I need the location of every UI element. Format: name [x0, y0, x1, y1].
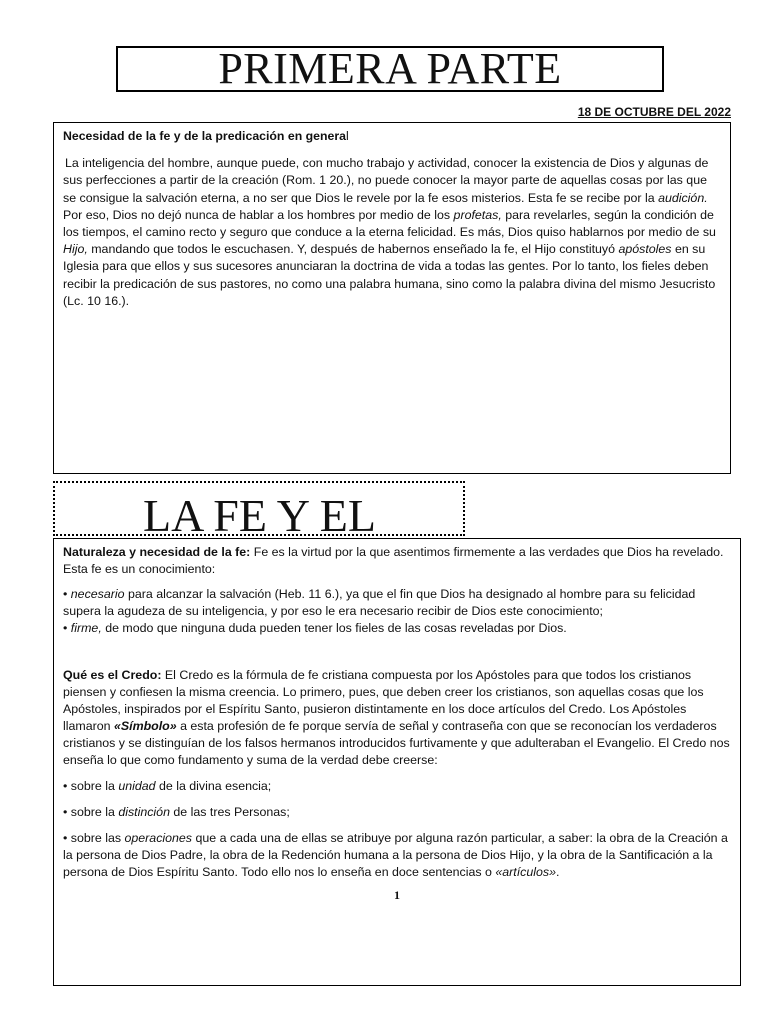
text-run: Fe es la virtud por la que asentimos firmemente a las verdades que Dios ha revelado. Esta fe es un conocimiento:: [63, 545, 724, 576]
italic-term: unidad: [118, 779, 156, 793]
text-run: Por eso, Dios no dejó nunca de hablar a los hombres por medio de los: [63, 207, 454, 222]
text-run: .: [555, 865, 560, 879]
italic-term: «artículos»: [495, 865, 556, 879]
text-run: a esta profesión de fe porque servía de señal y contraseña con que se reconocían los verdaderos cristianos y se distinguían de los falsos hermanos introducidos furtivamente y que adulteraban el Evangelio. El Credo nos enseña lo que como fundamento y suma de la verdad debe creerse:: [63, 719, 730, 767]
document-date: 18 DE OCTUBRE DEL 2022: [577, 105, 731, 119]
text-run: en su Iglesia para que ellos y sus sucesores anunciaran la doctrina de vida a todas las gentes. Por lo tanto, los fieles deben recibir la predicación de sus pastores, no como una palabra humana, sino como la palabra divina del mismo Jesucristo (Lc. 10 16.).: [63, 242, 716, 308]
credo-paragraph: [63, 667, 731, 769]
italic-term: firme,: [70, 621, 102, 635]
banner-title-text: LA FE Y EL: [143, 490, 376, 536]
italic-term: profetas,: [453, 207, 502, 222]
italic-term: apóstoles: [618, 242, 672, 257]
text-run: de las tres Personas;: [169, 805, 290, 819]
simbolo-term: «Símbolo»: [113, 719, 177, 733]
section-necesidad-fe: [53, 122, 731, 474]
bullet-necesario: [63, 586, 731, 620]
naturaleza-label: Naturaleza y necesidad de la fe:: [63, 545, 251, 559]
text-run: para revelarles, según la condición de los tiempos, el camino recto y seguro que conduce a la eterna felicidad. Es más, Dios quiso hablarnos por medio de su: [63, 207, 716, 240]
bullet-firme: [63, 620, 731, 637]
italic-term: Hijo,: [63, 242, 88, 257]
credo-label: Qué es el Credo:: [63, 668, 162, 682]
section-heading: [63, 128, 721, 145]
bullet-mark: •: [63, 587, 71, 601]
section-credo: [53, 538, 741, 986]
italic-term: distinción: [118, 805, 170, 819]
section-paragraph: [63, 155, 721, 310]
banner-title: [53, 481, 465, 536]
text-run: para alcanzar la salvación (Heb. 11 6.), ya que el fin que Dios ha designado al hombre para su felicidad supera la agudeza de su inteligencia, y por eso le era necesario recibir de Dios este conocimiento;: [63, 587, 696, 618]
text-run: La inteligencia del hombre, aunque puede, con mucho trabajo y actividad, conocer la existencia de Dios y algunas de sus perfecciones a partir de la creación (Rom. 1 20.), no puede conocer la mayor parte de aquellas cosas por las que se consigue la salvación eterna, a no ser que Dios le revele por la fe esos misterios. Esta fe se recibe por la: [63, 156, 709, 205]
bullet-operaciones: [63, 830, 731, 881]
italic-term: necesario: [70, 587, 125, 601]
page-title-text: PRIMERA PARTE: [218, 44, 562, 93]
bullet-mark: •: [63, 621, 71, 635]
text-run: El Credo es la fórmula de fe cristiana compuesta por los Apóstoles para que todos los cristianos piensen y confiesen la misma creencia. Lo primero, pues, que deben creer los cristianos, son aquellas cosas que los Apóstoles, inspirados por el Espíritu Santo, pusieron distintamente en los doce artículos del Credo. Los Apóstoles llamaron: [63, 668, 704, 733]
italic-term: audición.: [658, 190, 708, 205]
bullet-distincion: [63, 804, 731, 821]
page-title: [116, 46, 664, 92]
text-run: mandando que todos le escuchasen. Y, después de habernos enseñado la fe, el Hijo constituyó: [87, 242, 619, 257]
section-heading-tail: l: [345, 129, 349, 143]
text-run: de la divina esencia;: [155, 779, 272, 793]
italic-term: operaciones: [124, 831, 193, 845]
section-heading-bold: Necesidad de la fe y de la predicación en genera: [63, 129, 346, 143]
text-run: que a cada una de ellas se atribuye por alguna razón particular, a saber: la obra de la Creación a la persona de Dios Padre, la obra de la Redención humana a la persona de Dios Hijo, y la obra de la Santificación a la persona de Dios Espíritu Santo. Todo ello nos lo enseña en doce sentencias o: [63, 831, 728, 879]
text-run: • sobre la: [63, 805, 119, 819]
bullet-unidad: [63, 778, 731, 795]
naturaleza-paragraph: [63, 544, 731, 578]
text-run: de modo que ninguna duda pueden tener los fieles de las cosas reveladas por Dios.: [101, 621, 567, 635]
page-number: 1: [394, 888, 400, 902]
text-run: • sobre la: [63, 779, 119, 793]
text-run: • sobre las: [63, 831, 125, 845]
